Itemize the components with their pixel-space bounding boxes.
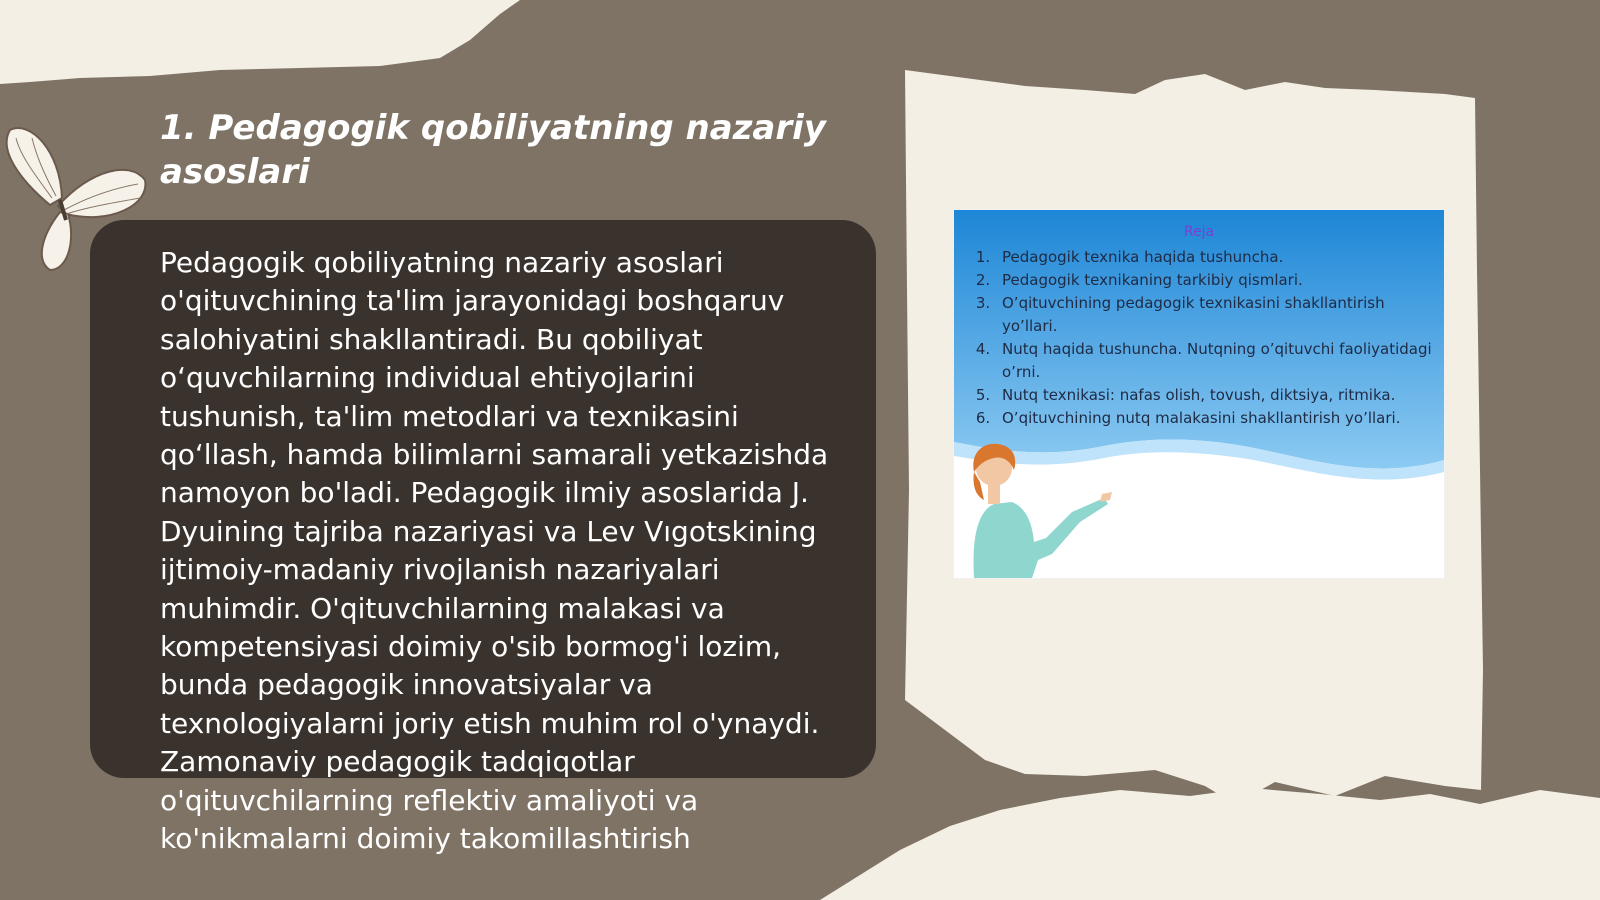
slide-title: 1. Pedagogik qobiliyatning nazariy asoslari (160, 108, 826, 192)
list-item: 3. O’qituvchining pedagogik texnikasini shakllantirish yo’llari. (975, 294, 1385, 335)
thumbnail-title: Reja (1183, 224, 1215, 240)
thumbnail-list (964, 246, 1434, 430)
list-item: 1. Pedagogik texnika haqida tushuncha. (975, 248, 1284, 266)
list-item: 2. Pedagogik texnikaning tarkibiy qismlari. (975, 271, 1303, 289)
list-item: 5. Nutq texnikasi: nafas olish, tovush, diktsiya, ritmika. (975, 386, 1396, 404)
teacher-illustration (954, 442, 1114, 578)
slide-body-text: Pedagogik qobiliyatning nazariy asoslari o'qituvchining ta'lim jarayonidagi boshqaruv salohiyatini shakllantiradi. Bu qobiliyat o‘quvchilarning individual ehtiyojlarini tushunish, ta'lim metodlari va texnikasini qo‘llash, hamda bilimlarni samarali yetkazishda namoyon bo'ladi. Pedagogik ilmiy asoslarida J. Dyuining tajriba nazariyasi va Lev Vıgotskining ijtimoiy-madaniy rivojlanish nazariyalari muhimdir. O'qituvchilarning malakasi va kompetensiyasi doimiy o'sib bormog'i lozim, bunda pedagogik innovatsiyalar va texnologiyalarni joriy etish muhim rol o'ynaydi. Zamonaviy pedagogik tadqiqotlar o'qituvchilarning reflektiv amaliyoti va ko'nikmalarni doimiy takomillashtirish (160, 246, 829, 856)
list-item: 6. O’qituvchining nutq malakasini shakllantirish yo’llari. (975, 409, 1401, 427)
slide-thumbnail (954, 210, 1444, 578)
list-item: 4. Nutq haqida tushuncha. Nutqning o’qituvchi faoliyatidagi o’rni. (975, 340, 1432, 381)
